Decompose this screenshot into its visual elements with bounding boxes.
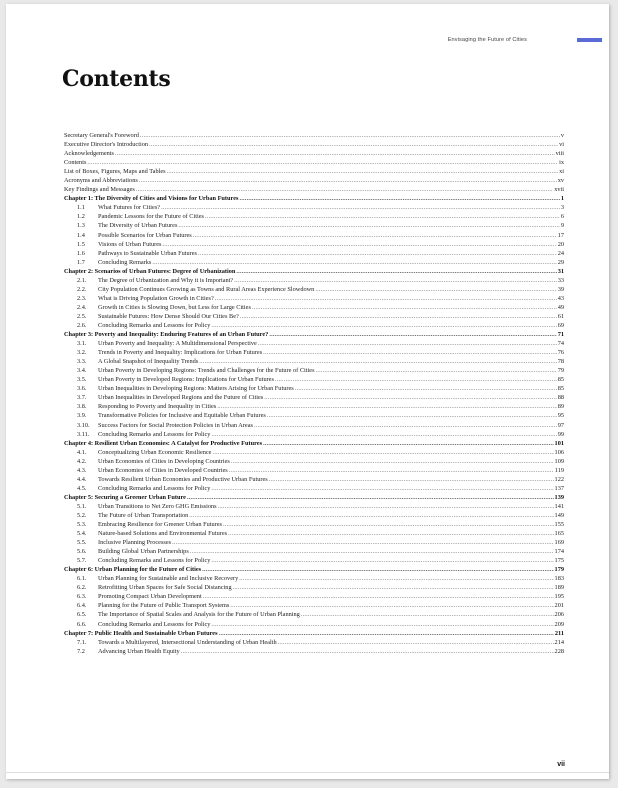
toc-page-number: 209 <box>554 620 564 628</box>
toc-page-number: 85 <box>557 385 564 393</box>
toc-entry-number: 3.7. <box>77 394 87 402</box>
dot-leader <box>187 493 554 502</box>
dot-leader <box>301 610 554 619</box>
toc-entry-label: Building Global Urban Partnerships <box>98 548 189 556</box>
dot-leader <box>258 339 557 348</box>
toc-page-number: 39 <box>557 285 564 293</box>
toc-entry-label: Concluding Remarks and Lessons for Policy <box>98 321 211 329</box>
toc-entry-label: Chapter 7: Public Health and Sustainable Urban Futures <box>64 629 218 637</box>
toc-entry-label: Visions of Urban Futures <box>98 240 162 248</box>
toc-entry-number: 3.11. <box>77 430 90 438</box>
dot-leader <box>223 520 554 529</box>
toc-entry-number: 3.8. <box>77 403 87 411</box>
toc-entry-label: Concluding Remarks <box>98 258 152 266</box>
toc-page-number: 149 <box>554 511 564 519</box>
toc-entry-label: Towards a Multilayered, Intersectional Understanding of Urban Health <box>98 638 277 646</box>
toc-section-entry[interactable] <box>64 303 564 312</box>
toc-chapter-entry[interactable] <box>64 565 564 574</box>
toc-section-entry[interactable] <box>64 430 564 439</box>
toc-page-number: 71 <box>557 331 564 339</box>
toc-section-entry[interactable] <box>64 258 564 267</box>
toc-chapter-entry[interactable] <box>64 493 564 502</box>
dot-leader <box>264 393 556 402</box>
toc-page-number: 179 <box>554 566 564 574</box>
toc-entry-label: Urban Planning for Sustainable and Inclusive Recovery <box>98 575 239 583</box>
toc-entry-label: Urban Poverty in Developed Regions: Implications for Urban Futures <box>98 376 274 384</box>
toc-entry-label: Planning for the Future of Public Transport Systems <box>98 602 230 610</box>
toc-section-entry[interactable] <box>64 276 564 285</box>
toc-entry-number: 6.1. <box>77 575 87 583</box>
dot-leader <box>211 321 556 330</box>
toc-entry-number: 1.6 <box>77 249 85 257</box>
toc-page-number: 195 <box>554 593 564 601</box>
dot-leader <box>269 475 554 484</box>
toc-entry-label: Chapter 6: Urban Planning for the Future of Cities <box>64 566 202 574</box>
toc-page-number: xv <box>557 177 564 185</box>
toc-entry-label: Chapter 4: Resilient Urban Economies: A Catalyst for Productive Futures <box>64 439 263 447</box>
dot-leader <box>267 411 557 420</box>
toc-page-number: 141 <box>554 502 564 510</box>
toc-entry-number: 5.7. <box>77 557 87 565</box>
dot-leader <box>234 276 556 285</box>
toc-entry-label: The Importance of Spatial Scales and Analysis for the Future of Urban Planning <box>98 611 300 619</box>
dot-leader <box>172 538 553 547</box>
toc-page-number: 49 <box>557 303 564 311</box>
dot-leader <box>218 502 554 511</box>
toc-page-number: 17 <box>557 231 564 239</box>
toc-section-entry[interactable] <box>64 466 564 475</box>
toc-entry-number: 7.2 <box>77 647 85 655</box>
dot-leader <box>229 466 554 475</box>
toc-entry-number: 2.5. <box>77 312 87 320</box>
toc-entry-label: List of Boxes, Figures, Maps and Tables <box>64 168 166 176</box>
toc-entry-number: 2.1. <box>77 276 87 284</box>
toc-page-number: 106 <box>554 448 564 456</box>
toc-entry-label: Urban Economies of Cities in Developed Countries <box>98 466 228 474</box>
toc-entry-label: Possible Scenarios for Urban Futures <box>98 231 192 239</box>
toc-section-entry[interactable] <box>64 375 564 384</box>
toc-section-entry[interactable] <box>64 601 564 610</box>
toc-section-entry[interactable] <box>64 610 564 619</box>
toc-section-entry[interactable] <box>64 502 564 511</box>
toc-entry-label: Conceptualizing Urban Economic Resilience <box>98 448 212 456</box>
toc-entry-number: 7.1. <box>77 638 87 646</box>
toc-page-number: 189 <box>554 584 564 592</box>
toc-section-entry[interactable] <box>64 547 564 556</box>
toc-entry-label: Acknowledgements <box>64 150 115 158</box>
dot-leader <box>263 348 557 357</box>
toc-entry-label: Success Factors for Social Protection Policies in Urban Areas <box>98 421 253 429</box>
toc-page-number: 6 <box>560 213 564 221</box>
toc-page-number: 139 <box>554 493 564 501</box>
dot-leader <box>162 240 556 249</box>
toc-section-entry[interactable] <box>64 294 564 303</box>
toc-section-entry[interactable] <box>64 574 564 583</box>
dot-leader <box>181 647 554 656</box>
toc-front-matter-entry[interactable] <box>64 185 564 194</box>
dot-leader <box>189 511 553 520</box>
running-header: Envisaging the Future of Cities <box>447 37 527 43</box>
toc-entry-label: Pandemic Lessons for the Future of Cities <box>98 213 204 221</box>
toc-entry-label: Acronyms and Abbreviations <box>64 177 138 185</box>
toc-page-number: 109 <box>554 457 564 465</box>
dot-leader <box>139 176 557 185</box>
toc-page-number: 214 <box>554 638 564 646</box>
page-number: vii <box>557 761 565 768</box>
toc-entry-label: Concluding Remarks and Lessons for Policy <box>98 620 211 628</box>
toc-entry-number: 3.6. <box>77 385 87 393</box>
dot-leader <box>316 366 557 375</box>
dot-leader <box>215 294 557 303</box>
toc-front-matter-entry[interactable] <box>64 140 564 149</box>
dot-leader <box>211 430 556 439</box>
toc-page-number: 29 <box>557 258 564 266</box>
toc-entry-label: Chapter 2: Scenarios of Urban Futures: Degree of Urbanization <box>64 267 236 275</box>
toc-entry-label: Urban Inequalities in Developing Regions: Matters Arising for Urban Futures <box>98 385 294 393</box>
toc-entry-label: Inclusive Planning Processes <box>98 539 172 547</box>
toc-entry-label: Advancing Urban Health Equity <box>98 647 180 655</box>
toc-entry-number: 3.3. <box>77 358 87 366</box>
toc-page-number: 3 <box>560 204 564 212</box>
dot-leader <box>205 212 560 221</box>
toc-page-number: 31 <box>557 267 564 275</box>
dot-leader <box>263 439 553 448</box>
toc-entry-label: Urban Inequalities in Developed Regions and the Future of Cities <box>98 394 264 402</box>
toc-section-entry[interactable] <box>64 212 564 221</box>
toc-entry-label: Chapter 3: Poverty and Inequality: Enduring Features of an Urban Future? <box>64 331 269 339</box>
toc-entry-label: Concluding Remarks and Lessons for Policy <box>98 430 211 438</box>
toc-entry-label: What is Driving Population Growth in Cities? <box>98 294 214 302</box>
toc-front-matter-entry[interactable] <box>64 158 564 167</box>
dot-leader <box>315 285 556 294</box>
toc-page-number: 206 <box>554 611 564 619</box>
toc-section-entry[interactable] <box>64 312 564 321</box>
toc-page-number: 97 <box>557 421 564 429</box>
toc-section-entry[interactable] <box>64 583 564 592</box>
toc-entry-label: City Population Continues Growing as Towns and Rural Areas Experience Slowdown <box>98 285 315 293</box>
toc-entry-label: The Degree of Urbanization and Why it is Important? <box>98 276 234 284</box>
toc-page-number: 175 <box>554 557 564 565</box>
toc-section-entry[interactable] <box>64 592 564 601</box>
toc-entry-label: Chapter 1: The Diversity of Cities and Visions for Urban Futures <box>64 195 239 203</box>
toc-entry-number: 6.4. <box>77 602 87 610</box>
toc-entry-label: Embracing Resilience for Greener Urban Futures <box>98 521 222 529</box>
toc-entry-number: 5.3. <box>77 521 87 529</box>
toc-entry-label: Transformative Policies for Inclusive and Equitable Urban Futures <box>98 412 266 420</box>
toc-entry-number: 5.1. <box>77 502 87 510</box>
toc-page-number: 88 <box>557 394 564 402</box>
dot-leader <box>198 249 557 258</box>
toc-page-number: 79 <box>557 367 564 375</box>
toc-page-number: 76 <box>557 349 564 357</box>
toc-section-entry[interactable] <box>64 348 564 357</box>
dot-leader <box>190 547 554 556</box>
toc-entry-number: 3.1. <box>77 340 87 348</box>
toc-section-entry[interactable] <box>64 366 564 375</box>
toc-entry-number: 1.2 <box>77 213 85 221</box>
toc-section-entry[interactable] <box>64 357 564 366</box>
toc-section-entry[interactable] <box>64 285 564 294</box>
toc-page-number: 228 <box>554 647 564 655</box>
toc-page-number: 85 <box>557 376 564 384</box>
table-of-contents <box>64 131 564 656</box>
dot-leader <box>231 457 554 466</box>
dot-leader <box>230 601 553 610</box>
toc-section-entry[interactable] <box>64 421 564 430</box>
dot-leader <box>212 448 553 457</box>
toc-page-number: 183 <box>554 575 564 583</box>
toc-page-number: 101 <box>554 439 564 447</box>
toc-entry-label: Concluding Remarks and Lessons for Policy <box>98 557 211 565</box>
toc-entry-number: 4.1. <box>77 448 87 456</box>
dot-leader <box>161 203 560 212</box>
dot-leader <box>239 574 553 583</box>
dot-leader <box>211 556 553 565</box>
toc-entry-number: 3.5. <box>77 376 87 384</box>
dot-leader <box>211 620 553 629</box>
toc-entry-label: Secretary General's Foreword <box>64 132 139 139</box>
toc-page-number: 201 <box>554 602 564 610</box>
toc-entry-number: 6.6. <box>77 620 87 628</box>
toc-entry-label: Towards Resilient Urban Economies and Productive Urban Futures <box>98 475 268 483</box>
toc-entry-number: 3.4. <box>77 367 87 375</box>
toc-section-entry[interactable] <box>64 321 564 330</box>
toc-entry-number: 6.3. <box>77 593 87 601</box>
toc-front-matter-entry[interactable] <box>64 131 564 140</box>
toc-entry-label: Promoting Compact Urban Development <box>98 593 202 601</box>
toc-page-number: 155 <box>554 521 564 529</box>
toc-entry-number: 4.4. <box>77 475 87 483</box>
toc-entry-label: Executive Director's Introduction <box>64 141 149 149</box>
toc-section-entry[interactable] <box>64 402 564 411</box>
toc-entry-number: 3.2. <box>77 349 87 357</box>
toc-section-entry[interactable] <box>64 339 564 348</box>
toc-entry-number: 1.4 <box>77 231 85 239</box>
toc-section-entry[interactable] <box>64 411 564 420</box>
toc-entry-number: 6.2. <box>77 584 87 592</box>
toc-page-number: 43 <box>557 294 564 302</box>
toc-section-entry[interactable] <box>64 384 564 393</box>
toc-entry-number: 6.5. <box>77 611 87 619</box>
toc-page-number: 211 <box>554 629 564 637</box>
dot-leader <box>202 565 553 574</box>
dot-leader <box>254 421 557 430</box>
toc-page-number: 78 <box>557 358 564 366</box>
dot-leader <box>240 312 557 321</box>
toc-entry-number: 1.1 <box>77 204 85 212</box>
dot-leader <box>140 131 560 140</box>
toc-entry-number: 4.2. <box>77 457 87 465</box>
toc-front-matter-entry[interactable] <box>64 167 564 176</box>
toc-front-matter-entry[interactable] <box>64 176 564 185</box>
dot-leader <box>211 484 553 493</box>
toc-entry-label: Nature-based Solutions and Environmental Futures <box>98 530 228 538</box>
dot-leader <box>236 267 556 276</box>
dot-leader <box>193 231 557 240</box>
toc-entry-number: 5.6. <box>77 548 87 556</box>
toc-entry-number: 5.2. <box>77 511 87 519</box>
dot-leader <box>203 592 554 601</box>
toc-chapter-entry[interactable] <box>64 439 564 448</box>
toc-entry-label: Contents <box>64 159 87 167</box>
dot-leader <box>228 529 553 538</box>
toc-entry-label: Responding to Poverty and Inequality in Cities <box>98 403 217 411</box>
dot-leader <box>269 330 556 339</box>
toc-page-number: 74 <box>557 340 564 348</box>
toc-section-entry[interactable] <box>64 393 564 402</box>
toc-entry-label: A Global Snapshot of Inequality Trends <box>98 358 199 366</box>
toc-section-entry[interactable] <box>64 620 564 629</box>
toc-page-number: 174 <box>554 548 564 556</box>
dot-leader <box>278 638 554 647</box>
toc-section-entry[interactable] <box>64 457 564 466</box>
toc-entry-number: 3.10. <box>77 421 90 429</box>
toc-section-entry[interactable] <box>64 484 564 493</box>
toc-page-number: xvii <box>554 186 564 194</box>
toc-chapter-entry[interactable] <box>64 330 564 339</box>
toc-page-number: 95 <box>557 412 564 420</box>
dot-leader <box>239 194 559 203</box>
toc-section-entry[interactable] <box>64 520 564 529</box>
toc-page-number: 69 <box>557 321 564 329</box>
toc-section-entry[interactable] <box>64 647 564 656</box>
toc-entry-number: 5.4. <box>77 530 87 538</box>
toc-section-entry[interactable] <box>64 240 564 249</box>
toc-page-number: xi <box>559 168 564 176</box>
toc-page-number: 137 <box>554 484 564 492</box>
toc-page-number: 119 <box>554 466 564 474</box>
toc-page-number: 89 <box>557 403 564 411</box>
toc-entry-label: What Futures for Cities? <box>98 204 161 212</box>
toc-entry-number: 2.6. <box>77 321 87 329</box>
toc-page-number: 20 <box>557 240 564 248</box>
toc-entry-number: 1.5 <box>77 240 85 248</box>
toc-chapter-entry[interactable] <box>64 267 564 276</box>
dot-leader <box>152 258 556 267</box>
dot-leader <box>219 629 554 638</box>
toc-chapter-entry[interactable] <box>64 194 564 203</box>
toc-entry-label: Retrofitting Urban Spaces for Safe Social Distancing <box>98 584 232 592</box>
toc-section-entry[interactable] <box>64 249 564 258</box>
toc-entry-label: Urban Transitions to Net Zero GHG Emissions <box>98 502 217 510</box>
toc-section-entry[interactable] <box>64 231 564 240</box>
dot-leader <box>178 221 559 230</box>
toc-page-number: viii <box>555 150 564 158</box>
toc-entry-number: 2.3. <box>77 294 87 302</box>
toc-section-entry[interactable] <box>64 638 564 647</box>
toc-section-entry[interactable] <box>64 203 564 212</box>
toc-entry-label: Chapter 5: Securing a Greener Urban Future <box>64 493 186 501</box>
toc-page-number: 9 <box>560 222 564 230</box>
toc-entry-number: 1.3 <box>77 222 85 230</box>
toc-entry-label: Trends in Poverty and Inequality: Implications for Urban Futures <box>98 349 263 357</box>
toc-entry-label: Urban Economies of Cities in Developing Countries <box>98 457 230 465</box>
toc-entry-label: Pathways to Sustainable Urban Futures <box>98 249 197 257</box>
toc-page-number: v <box>560 132 564 139</box>
toc-chapter-entry[interactable] <box>64 629 564 638</box>
toc-front-matter-entry[interactable] <box>64 149 564 158</box>
toc-page-number: 33 <box>557 276 564 284</box>
toc-section-entry[interactable] <box>64 448 564 457</box>
dot-leader <box>115 149 555 158</box>
toc-page-number: 24 <box>557 249 564 257</box>
footer-rule <box>6 772 609 773</box>
dot-leader <box>87 158 558 167</box>
toc-section-entry[interactable] <box>64 221 564 230</box>
page-title: Contents <box>62 66 171 92</box>
toc-entry-number: 4.5. <box>77 484 87 492</box>
toc-entry-number: 3.9. <box>77 412 87 420</box>
toc-section-entry[interactable] <box>64 529 564 538</box>
dot-leader <box>217 402 556 411</box>
toc-section-entry[interactable] <box>64 538 564 547</box>
toc-section-entry[interactable] <box>64 511 564 520</box>
toc-page-number: ix <box>559 159 564 167</box>
dot-leader <box>233 583 554 592</box>
toc-page-number: 165 <box>554 530 564 538</box>
toc-entry-number: 2.4. <box>77 303 87 311</box>
toc-entry-number: 4.3. <box>77 466 87 474</box>
toc-entry-label: Sustainable Futures: How Dense Should Our Cities Be? <box>98 312 239 320</box>
toc-page-number: 122 <box>554 475 564 483</box>
toc-entry-label: Growth in Cities is Slowing Down, but Less for Large Cities <box>98 303 251 311</box>
dot-leader <box>136 185 553 194</box>
dot-leader <box>199 357 556 366</box>
toc-entry-number: 1.7 <box>77 258 85 266</box>
dot-leader <box>149 140 558 149</box>
toc-entry-label: Urban Poverty in Developing Regions: Trends and Challenges for the Future of Cities <box>98 367 315 375</box>
toc-section-entry[interactable] <box>64 556 564 565</box>
toc-page-number: 99 <box>557 430 564 438</box>
toc-page-number: vi <box>559 141 564 149</box>
toc-entry-label: The Future of Urban Transportation <box>98 511 189 519</box>
header-accent-bar <box>577 38 602 42</box>
toc-entry-number: 2.2. <box>77 285 87 293</box>
toc-entry-label: The Diversity of Urban Futures <box>98 222 178 230</box>
toc-entry-label: Key Findings and Messages <box>64 186 135 194</box>
dot-leader <box>295 384 557 393</box>
document-page <box>6 4 609 779</box>
toc-section-entry[interactable] <box>64 475 564 484</box>
dot-leader <box>275 375 557 384</box>
toc-page-number: 61 <box>557 312 564 320</box>
toc-entry-label: Concluding Remarks and Lessons for Policy <box>98 484 211 492</box>
dot-leader <box>252 303 557 312</box>
toc-entry-number: 5.5. <box>77 539 87 547</box>
toc-page-number: 169 <box>554 539 564 547</box>
dot-leader <box>167 167 559 176</box>
toc-page-number: 1 <box>560 195 564 203</box>
toc-entry-label: Urban Poverty and Inequality: A Multidimensional Perspective <box>98 340 257 348</box>
